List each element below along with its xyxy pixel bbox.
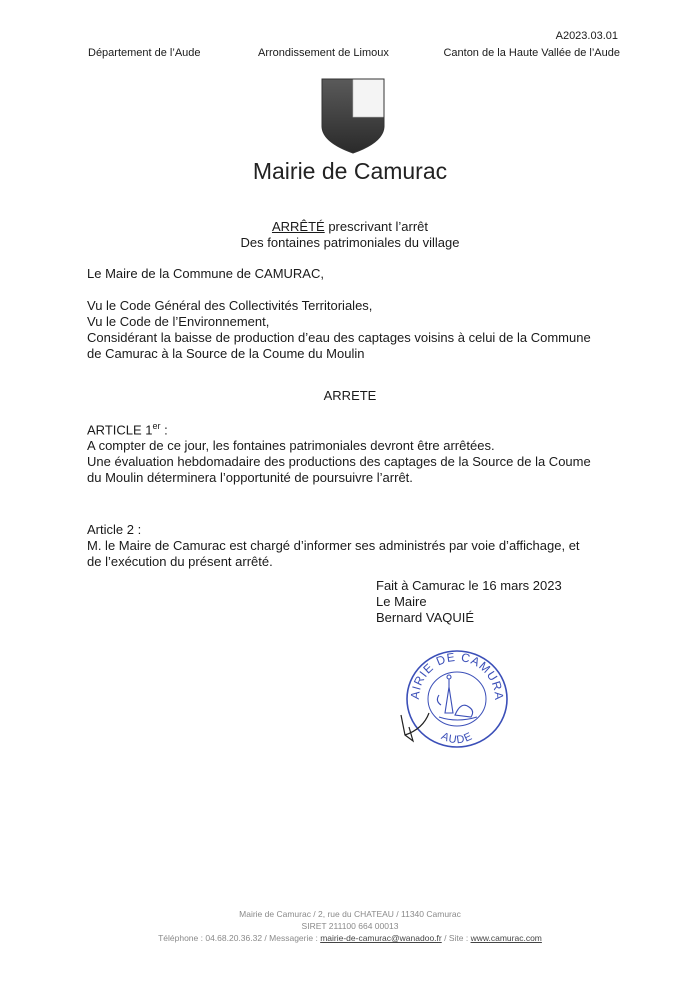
article-1-line: du Moulin déterminera l’opportunité de poursuivre l’arrêt. (87, 470, 413, 486)
article-2 (87, 522, 627, 570)
header-arrondissement: Arrondissement de Limoux (258, 47, 389, 59)
footer-contact (0, 933, 700, 943)
title-word: ARRÊTÉ (271, 219, 325, 234)
consideration-line: Vu le Code de l’Environnement, (87, 314, 270, 329)
article-1-heading-text: ARTICLE 1 (87, 422, 153, 438)
document-reference: A2023.03.01 (555, 30, 618, 42)
footer-email-link[interactable]: mairie-de-camurac@wanadoo.fr (320, 933, 442, 943)
consideration-line: de Camurac à la Source de la Coume du Moulin (87, 346, 365, 361)
consideration-line: Vu le Code Général des Collectivités Territoriales, (87, 298, 373, 313)
title-line2: Des fontaines patrimoniales du village (240, 235, 460, 250)
stamp-bottom-text: AUDE (439, 730, 475, 747)
consideration-line: Considérant la baisse de production d’eau des captages voisins à celui de la Commune (87, 330, 591, 345)
decree-word: ARRETE (323, 388, 377, 403)
article-1-heading (87, 418, 627, 438)
footer-siret: SIRET 211100 664 00013 (301, 921, 399, 931)
article-1-superscript: er (152, 421, 161, 431)
title-line1-rest: prescrivant l’arrêt (324, 219, 429, 234)
article-2-line: de l’exécution du présent arrêté. (87, 554, 273, 569)
signature-block (376, 578, 562, 626)
footer-phone: Téléphone : 04.68.20.36.32 / Messagerie : (158, 933, 321, 943)
header-canton: Canton de la Haute Vallée de l’Aude (443, 47, 620, 59)
article-1-line: A compter de ce jour, les fontaines patrimoniales devront être arrêtées. (87, 438, 495, 454)
article-2-heading: Article 2 : (87, 522, 142, 537)
svg-text:AUDE (439, 730, 475, 746)
footer-site-prefix: / Site : (441, 933, 471, 943)
header-departement: Département de l’Aude (88, 47, 201, 59)
article-1 (87, 418, 627, 486)
footer-address: Mairie de Camurac / 2, rue du CHATEAU / 11340 Camurac (239, 909, 461, 919)
signature-place-date: Fait à Camurac le 16 mars 2023 (376, 578, 562, 593)
signature-role: Le Maire (376, 594, 427, 609)
article-2-line: M. le Maire de Camurac est chargé d’informer ses administrés par voie d’affichage, et (87, 538, 580, 553)
considerations (87, 298, 627, 362)
article-1-line: Une évaluation hebdomadaire des productions des captages de la Source de la Coume (87, 454, 591, 470)
document-title-line2 (0, 235, 700, 250)
official-stamp (395, 643, 513, 751)
intro-text: Le Maire de la Commune de CAMURAC, (87, 266, 324, 281)
document-title-line1 (0, 219, 700, 234)
signature-name: Bernard VAQUIÉ (376, 610, 475, 625)
article-1-heading-suffix: : (160, 422, 168, 438)
shield-icon (321, 78, 385, 154)
mairie-name: Mairie de Camurac (252, 158, 448, 184)
footer-website-link[interactable]: www.camurac.com (470, 933, 542, 943)
stamp-top-text: AIRIE DE CAMURA (407, 649, 507, 702)
